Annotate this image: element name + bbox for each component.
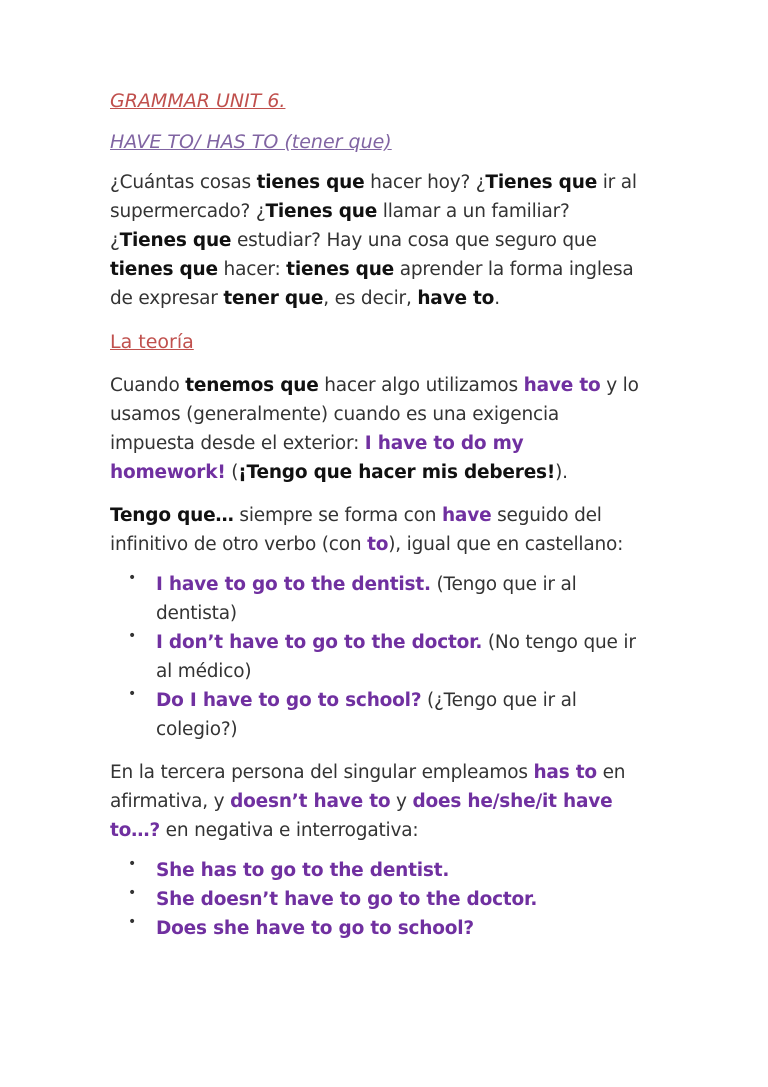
text-line — [110, 284, 670, 313]
text-line — [156, 856, 670, 885]
text-run: , es decir, — [323, 288, 418, 309]
text-line — [110, 197, 670, 226]
text-line — [110, 371, 670, 400]
text-run: ). — [555, 462, 568, 483]
bold-run: tienes que — [286, 259, 395, 280]
text-line — [110, 816, 670, 845]
text-run: usamos (generalmente) cuando es una exigencia — [110, 404, 560, 425]
text-line — [156, 628, 670, 657]
text-run: hacer hoy? ¿ — [364, 172, 486, 193]
list-item — [110, 570, 670, 628]
text-run: ¿Cuántas cosas — [110, 172, 257, 193]
highlight-run: She has to go to the dentist. — [156, 860, 450, 881]
text-line — [110, 226, 670, 255]
list-item — [110, 628, 670, 686]
highlight-run: does he/she/it have — [412, 791, 613, 812]
text-run: . — [494, 288, 500, 309]
form-paragraph — [110, 501, 670, 559]
text-run: al médico) — [156, 661, 252, 682]
highlight-run: to — [367, 534, 389, 555]
text-run: y lo — [600, 375, 639, 396]
third-person-paragraph — [110, 758, 670, 845]
highlight-run: She doesn’t have to go to the doctor. — [156, 889, 538, 910]
text-line — [110, 501, 670, 530]
text-line — [110, 458, 670, 487]
text-line — [156, 715, 670, 744]
text-run: (Tengo que ir al — [430, 574, 577, 595]
text-run: Cuando — [110, 375, 186, 396]
text-run: En la tercera persona del singular empleamos — [110, 762, 534, 783]
list-item — [110, 885, 670, 914]
text-line — [156, 657, 670, 686]
bullet-icon: • — [128, 856, 137, 872]
highlight-run: Does she have to go to school? — [156, 918, 474, 939]
bold-run: have to — [417, 288, 495, 309]
examples-list-1 — [110, 570, 670, 744]
text-line — [110, 530, 670, 559]
text-run: aprender la forma inglesa — [394, 259, 634, 280]
highlight-run: homework! — [110, 462, 226, 483]
highlight-run: I have to go to the dentist. — [156, 574, 431, 595]
bold-run: tienes que — [256, 172, 365, 193]
text-run: (No tengo que ir — [482, 632, 636, 653]
text-run: ( — [225, 462, 239, 483]
highlight-run: doesn’t have to — [230, 791, 391, 812]
examples-list-2 — [110, 856, 670, 943]
text-line — [110, 787, 670, 816]
highlight-run: I don’t have to go to the doctor. — [156, 632, 483, 653]
highlight-run: has to — [533, 762, 597, 783]
text-run: llamar a un familiar? — [377, 201, 570, 222]
text-run: y — [390, 791, 413, 812]
bold-run: Tienes que — [485, 172, 598, 193]
bold-run: ¡Tengo que hacer mis deberes! — [238, 462, 556, 483]
text-run: colegio?) — [156, 719, 238, 740]
bullet-icon: • — [128, 628, 137, 644]
text-run: supermercado? ¿ — [110, 201, 266, 222]
text-run: afirmativa, y — [110, 791, 231, 812]
topic-heading: HAVE TO/ HAS TO (tener que) — [110, 131, 392, 153]
text-line — [110, 255, 670, 284]
theory-paragraph — [110, 371, 670, 487]
text-run: ir al — [597, 172, 637, 193]
unit-heading: GRAMMAR UNIT 6. — [110, 90, 286, 112]
highlight-run: to…? — [110, 820, 160, 841]
bullet-icon: • — [128, 686, 137, 702]
theory-heading: La teoría — [110, 331, 194, 353]
bullet-icon: • — [128, 885, 137, 901]
highlight-run: I have to do my — [364, 433, 524, 454]
highlight-run: have to — [523, 375, 601, 396]
text-run: infinitivo de otro verbo (con — [110, 534, 368, 555]
text-line — [110, 400, 670, 429]
text-run: hacer algo utilizamos — [318, 375, 524, 396]
text-run: (¿Tengo que ir al — [421, 690, 577, 711]
highlight-run: Do I have to go to school? — [156, 690, 422, 711]
intro-paragraph — [110, 168, 670, 313]
text-run: en — [596, 762, 626, 783]
bullet-icon: • — [128, 570, 137, 586]
text-line — [156, 885, 670, 914]
list-item — [110, 856, 670, 885]
bullet-icon: • — [128, 914, 137, 930]
text-run: ), igual que en castellano: — [388, 534, 624, 555]
text-run: hacer: — [217, 259, 287, 280]
bold-run: tienes que — [110, 259, 218, 280]
text-run: estudiar? Hay una cosa que seguro que — [231, 230, 597, 251]
text-run: seguido del — [491, 505, 602, 526]
text-line — [156, 914, 670, 943]
bold-run: Tienes que — [119, 230, 232, 251]
highlight-run: have — [441, 505, 492, 526]
text-run: siempre se forma con — [233, 505, 442, 526]
text-line — [156, 570, 670, 599]
text-line — [156, 599, 670, 628]
document-content — [110, 86, 670, 943]
bold-run: Tienes que — [265, 201, 378, 222]
bold-run: Tengo que… — [110, 505, 234, 526]
bold-run: tener que — [223, 288, 324, 309]
text-run: en negativa e interrogativa: — [160, 820, 419, 841]
text-run: impuesta desde el exterior: — [110, 433, 365, 454]
text-run: de expresar — [110, 288, 224, 309]
text-run: ¿ — [110, 230, 120, 251]
text-line — [110, 429, 670, 458]
text-line — [110, 168, 670, 197]
list-item — [110, 686, 670, 744]
text-run: dentista) — [156, 603, 237, 624]
text-line — [156, 686, 670, 715]
bold-run: tenemos que — [185, 375, 319, 396]
text-line — [110, 758, 670, 787]
list-item — [110, 914, 670, 943]
